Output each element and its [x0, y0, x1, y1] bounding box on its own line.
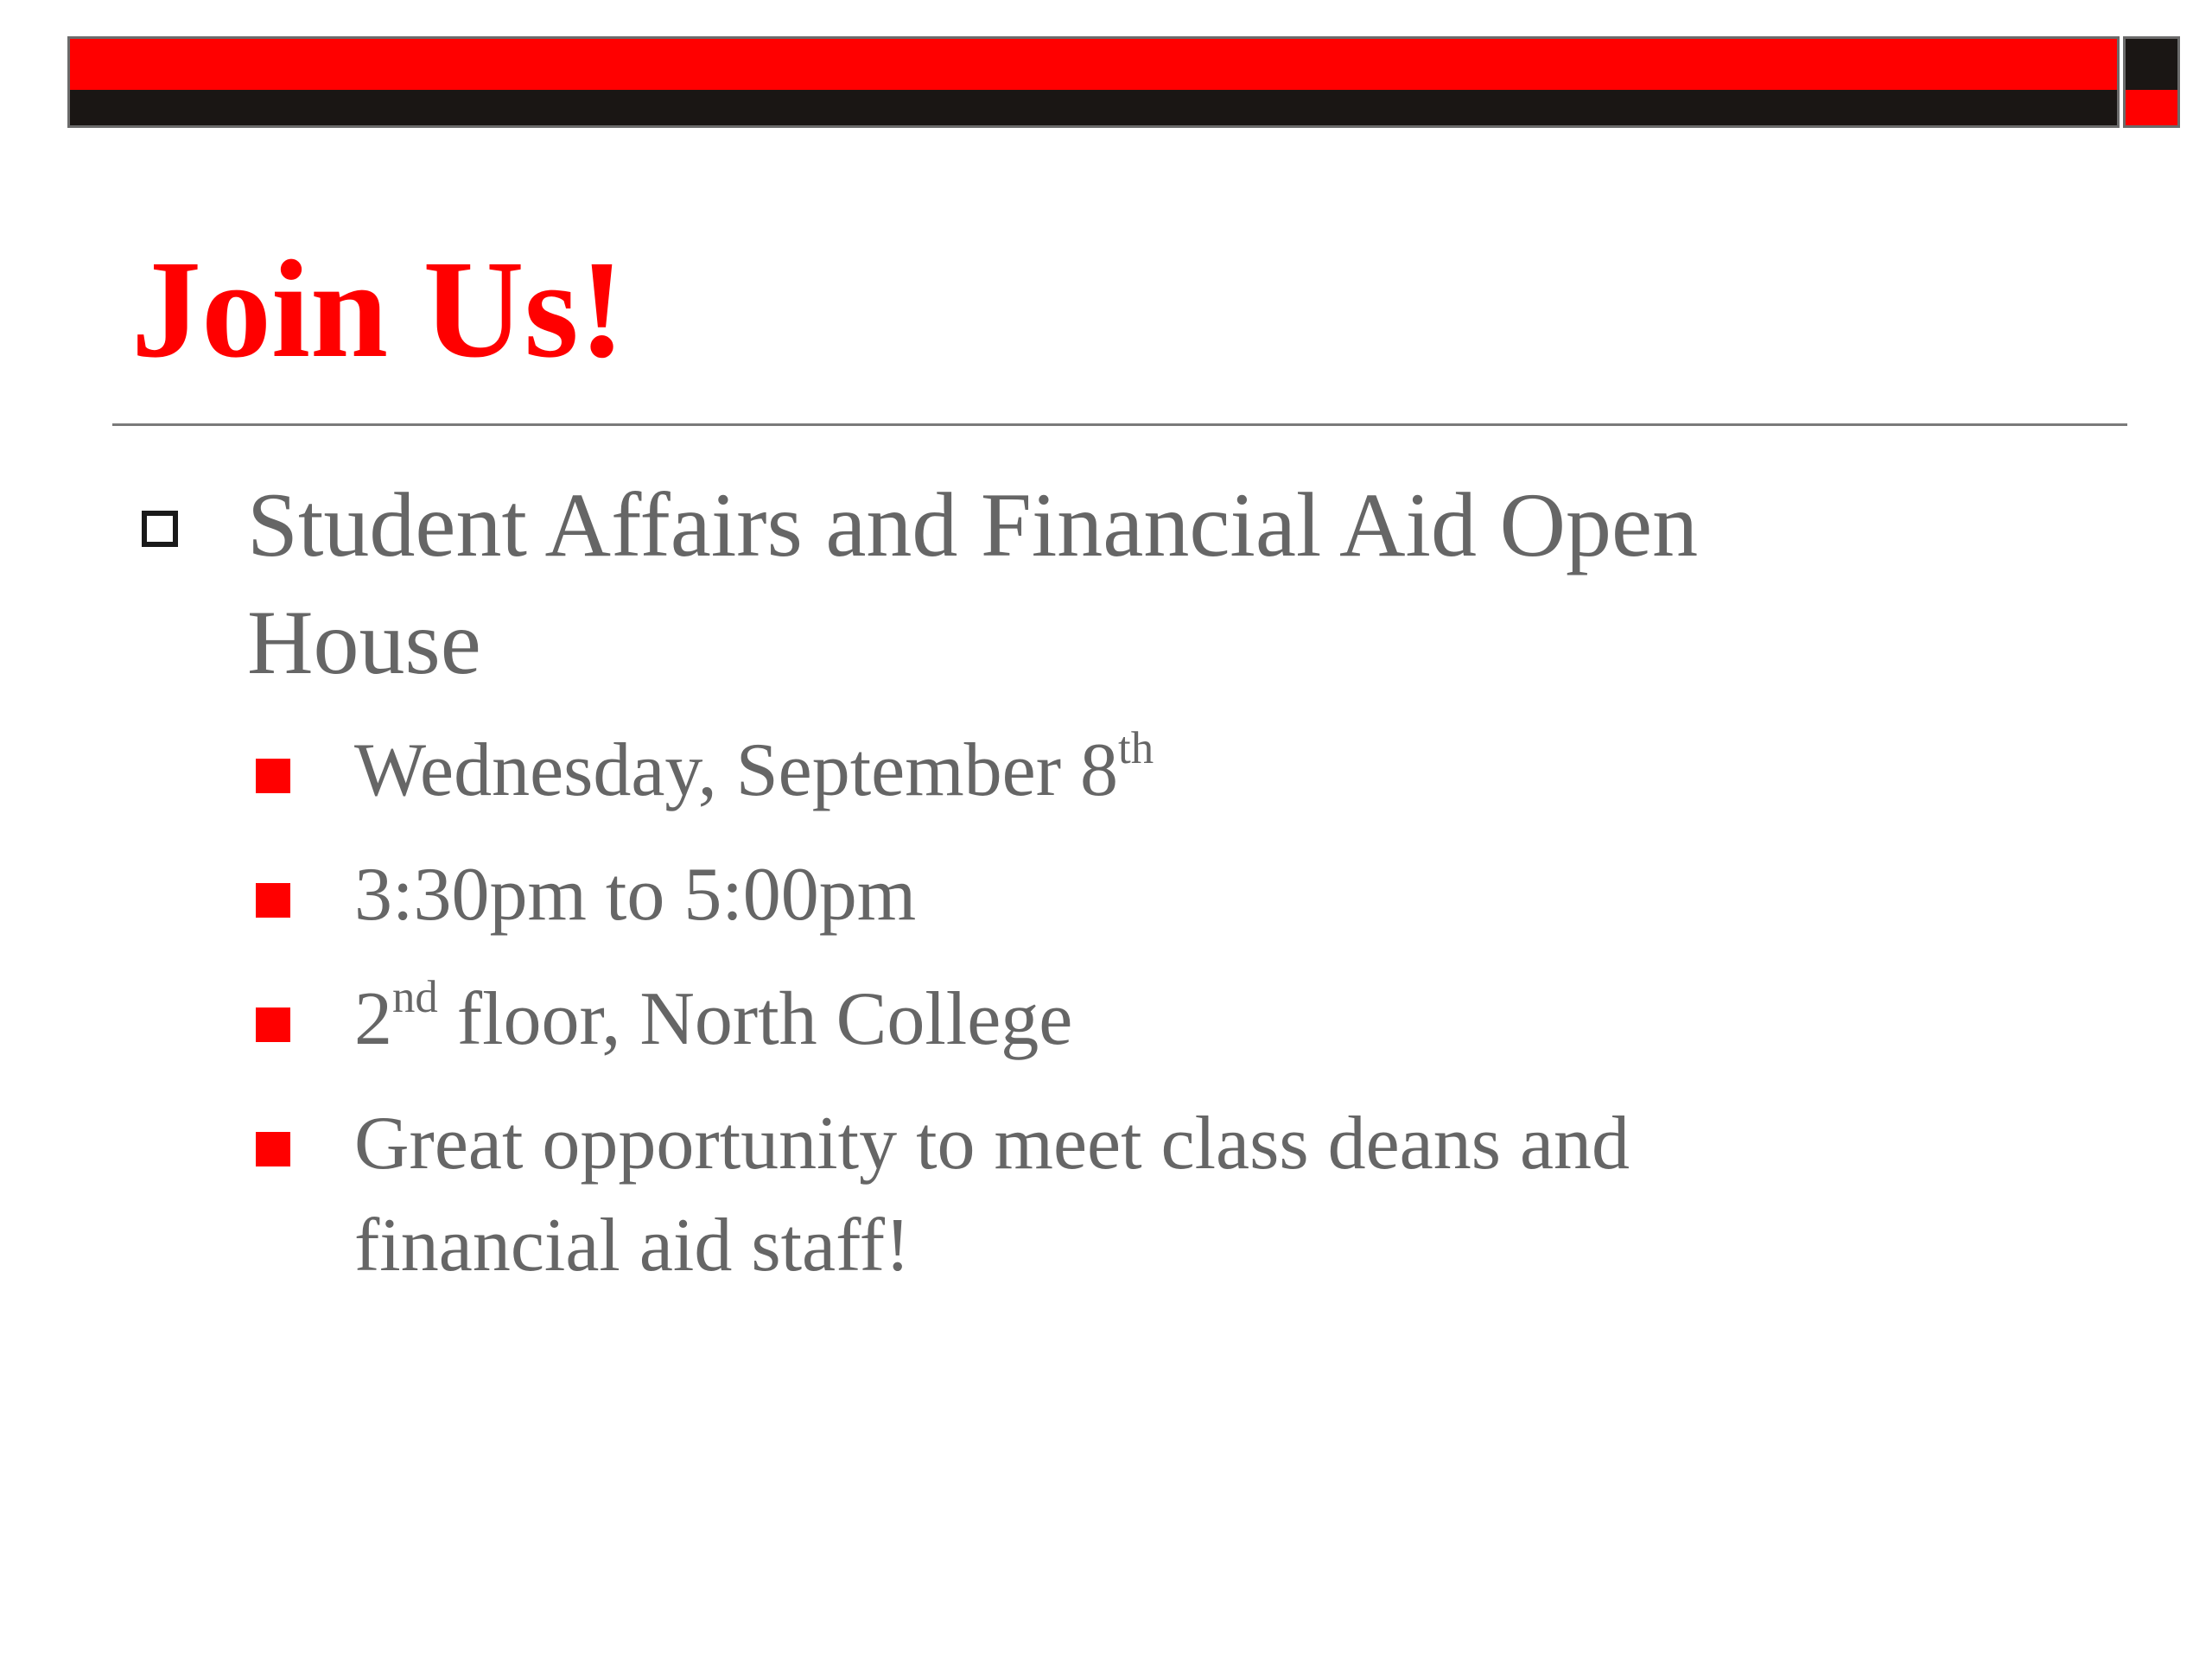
floor-ordinal-suffix: nd: [392, 972, 438, 1023]
sub-bullet-location: [354, 969, 1866, 1071]
location-text: floor, North College: [437, 977, 1073, 1061]
top-black-bar: [67, 90, 2120, 128]
floor-number: 2: [354, 977, 392, 1061]
red-square-bullet-icon: [256, 883, 290, 918]
red-square-bullet-icon: [256, 1132, 290, 1166]
top-red-bar: [67, 36, 2120, 90]
red-square-bullet-icon: [256, 759, 290, 793]
sub-bullet-date: [354, 720, 1866, 822]
date-ordinal-suffix: th: [1118, 723, 1154, 774]
slide-title: Join Us!: [131, 232, 626, 387]
red-square-bullet-icon: [256, 1007, 290, 1042]
hollow-square-bullet-icon: [142, 511, 178, 547]
corner-black-square: [2123, 36, 2180, 90]
sub-bullet-opportunity: Great opportunity to meet class deans and financial aid staff!: [354, 1102, 1630, 1287]
title-divider: [112, 423, 2127, 426]
date-text: Wednesday, September 8: [354, 728, 1119, 812]
corner-red-square: [2123, 90, 2180, 128]
main-bullet-text: Student Affairs and Financial Aid Open House: [247, 474, 1699, 693]
sub-bullet-time: 3:30pm to 5:00pm: [354, 853, 917, 937]
